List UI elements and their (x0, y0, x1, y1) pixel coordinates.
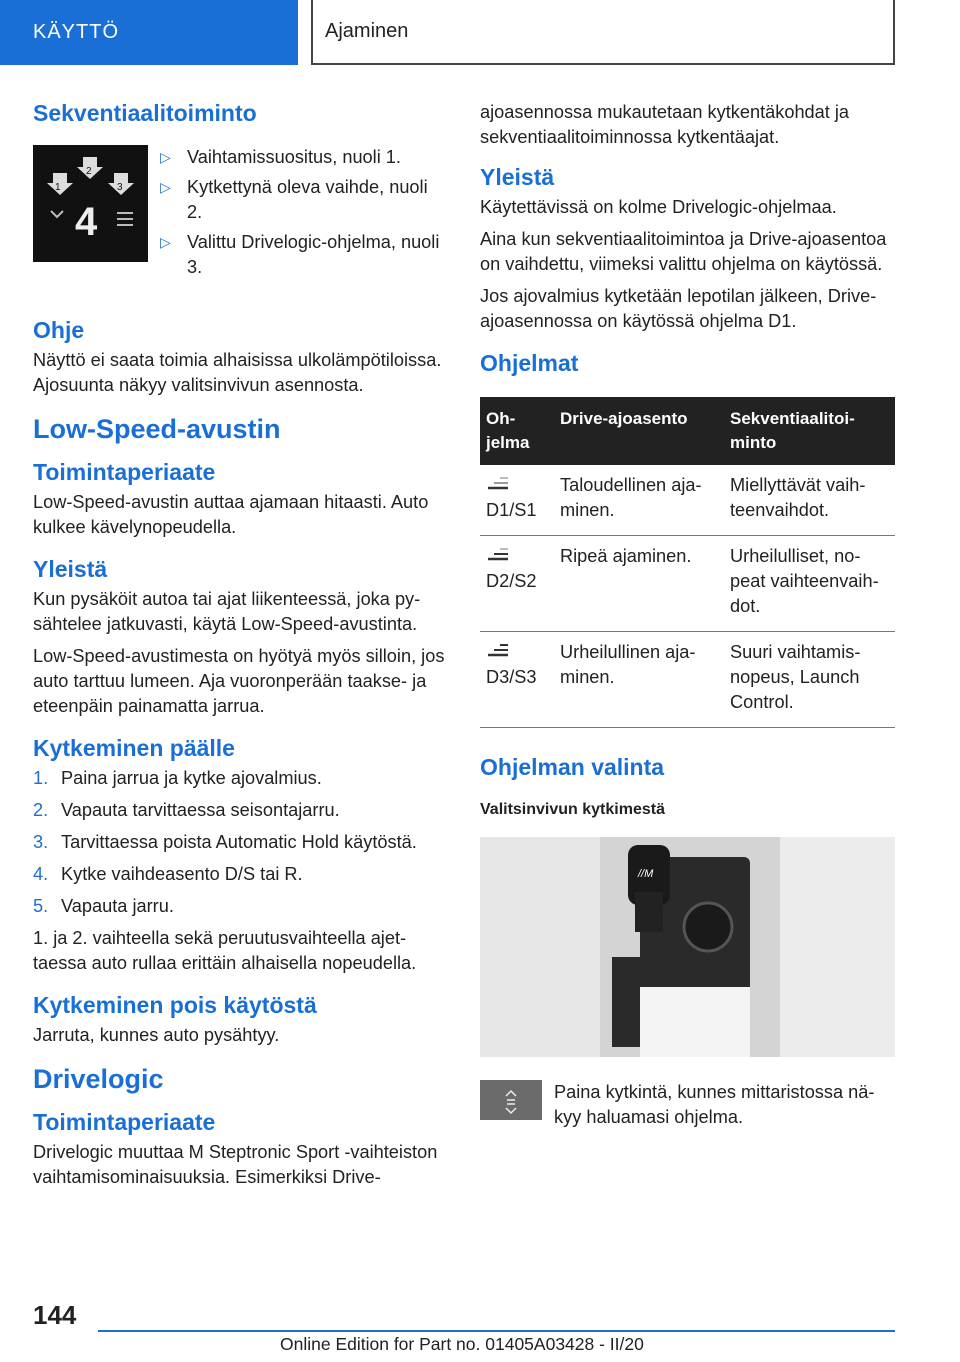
heading-toimintaperiaate: Toimintaperiaate (33, 459, 216, 485)
program-label: D3/S3 (486, 667, 537, 687)
list-item (33, 798, 448, 823)
right-column (480, 100, 895, 1130)
chapter-label: Ajaminen (325, 20, 409, 42)
steps-list (33, 766, 448, 919)
step-text: Kytke vaihdeasento D/S tai R. (61, 864, 303, 884)
ohje-text: Näyttö ei saata toimia alhaisissa ulkolämpötiloissa. Ajosuunta näkyy valitsinvivun asennosta. (33, 350, 442, 395)
drivelogic-button-icon (480, 1080, 542, 1120)
gear-selector-photo (480, 837, 895, 1057)
heading-ohje: Ohje (33, 317, 85, 343)
seq-cell: Suuri vaihtamisnopeus, Launch Control. (724, 632, 895, 728)
page-number: 144 (33, 1300, 77, 1330)
pois-text: Jarruta, kunnes auto pysähtyy. (33, 1025, 280, 1045)
list-item (160, 175, 445, 225)
svg-text:4: 4 (75, 200, 98, 244)
step-text: Vapauta tarvittaessa seisontajarru. (61, 800, 340, 820)
program-label: D2/S2 (486, 571, 537, 591)
svg-text:2: 2 (86, 166, 92, 177)
drive-cell: Urheilullinen ajaminen. (554, 632, 724, 728)
program-label: D1/S1 (486, 500, 537, 520)
triangle-bullet-icon: ▷ (160, 179, 171, 195)
drivelogic-2-icon (486, 546, 510, 562)
press-block (480, 1080, 895, 1130)
table-row (480, 632, 895, 728)
programs-table (480, 397, 895, 728)
chapter-header (311, 0, 895, 65)
toim1-text: Low-Speed-avustin auttaa ajamaan hitaasti. Auto kulkee kävelynopeudella. (33, 492, 429, 537)
list-item-text: Valittu Drivelogic-ohjelma, nuoli 3. (187, 232, 440, 277)
toim2-text: Drivelogic muuttaa M Steptronic Sport -vaihteiston vaihtamisominaisuuksia. Esimerkiksi Drive- (33, 1142, 438, 1187)
section-tab (0, 0, 298, 65)
table-header-row (480, 397, 895, 465)
drivelogic-3-icon (486, 642, 510, 658)
list-item (160, 145, 445, 170)
seq-cell: Urheilulliset, nopeat vaihteenvaihdot. (724, 536, 895, 632)
table-row (480, 465, 895, 536)
heading-yleista: Yleistä (33, 556, 108, 582)
triangle-bullet-icon: ▷ (160, 149, 171, 165)
sekv-block (33, 145, 448, 285)
table-header: Sekventiaalitoiminto (724, 397, 895, 465)
step-number: 3. (33, 832, 49, 852)
program-cell (480, 632, 554, 728)
triangle-bullet-icon: ▷ (160, 234, 171, 250)
press-text: Paina kytkintä, kunnes mittaristossa näkyy haluamasi ohjelma. (554, 1082, 875, 1127)
list-item (160, 230, 445, 280)
step-text: Tarvittaessa poista Automatic Hold käytöstä. (61, 832, 417, 852)
drivelogic-1-icon (486, 475, 510, 491)
svg-text:1: 1 (55, 182, 61, 193)
heading-valitsinvivun: Valitsinvivun kytkimestä (480, 801, 665, 818)
svg-text:3: 3 (117, 182, 123, 193)
step-number: 1. (33, 768, 49, 788)
gear-display-image (33, 145, 148, 262)
yleista-p2: Aina kun sekventiaalitoimintoa ja Drive-ajoasentoa on vaihdettu, viimeksi valittu ohjelma on käytössä. (480, 229, 887, 274)
yleista-p1: Käytettävissä on kolme Drivelogic-ohjelmaa. (480, 197, 837, 217)
heading-kytkeminen-paalle: Kytkeminen päälle (33, 735, 235, 761)
heading-ohjelman-valinta: Ohjelman valinta (480, 754, 665, 780)
program-cell (480, 536, 554, 632)
section-label: KÄYTTÖ (33, 21, 120, 43)
heading-yleista-2: Yleistä (480, 164, 555, 190)
footer-rule (98, 1330, 895, 1332)
list-item (33, 862, 448, 887)
step-text: Paina jarrua ja kytke ajovalmius. (61, 768, 322, 788)
list-item (33, 894, 448, 919)
heading-sekventiaalitoiminto: Sekventiaalitoiminto (33, 100, 257, 126)
continued-text: ajoasennossa mukautetaan kytkentäkohdat ja sekventiaalitoiminnossa kytkentäajat. (480, 102, 850, 147)
drive-cell: Taloudellinen ajaminen. (554, 465, 724, 536)
heading-kytkeminen-pois: Kytkeminen pois käytöstä (33, 992, 317, 1018)
yleista1-p1: Kun pysäköit autoa tai ajat liikenteessä, joka pysähtelee jatkuvasti, käytä Low-Speed-avustinta. (33, 589, 421, 634)
table-header: Drive-ajoasento (554, 397, 724, 465)
drive-cell: Ripeä ajaminen. (554, 536, 724, 632)
step-number: 4. (33, 864, 49, 884)
heading-drivelogic: Drivelogic (33, 1064, 164, 1094)
step-text: Vapauta jarru. (61, 896, 174, 916)
step-number: 5. (33, 896, 49, 916)
table-row (480, 536, 895, 632)
kytk-note: 1. ja 2. vaihteella sekä peruutusvaihteella ajettaessa auto rullaa erittäin alhaisella nopeudella. (33, 928, 417, 973)
program-cell (480, 465, 554, 536)
step-number: 2. (33, 800, 49, 820)
svg-text://M: //M (638, 868, 654, 880)
heading-toimintaperiaate-2: Toimintaperiaate (33, 1109, 216, 1135)
sekv-list (160, 145, 445, 285)
heading-low-speed: Low-Speed-avustin (33, 414, 281, 444)
yleista1-p2: Low-Speed-avustimesta on hyötyä myös silloin, jos auto tarttuu lumeen. Aja vuoronperään taakse- ja eteenpäin painamatta jarrua. (33, 646, 445, 716)
edition-text: Online Edition for Part no. 01405A03428 - II/20 (280, 1334, 644, 1354)
seq-cell: Miellyttävät vaihteenvaihdot. (724, 465, 895, 536)
list-item-text: Vaihtamissuositus, nuoli 1. (187, 147, 401, 167)
list-item-text: Kytkettynä oleva vaihde, nuoli 2. (187, 177, 428, 222)
yleista-p3: Jos ajovalmius kytketään lepotilan jälkeen, Drive-ajoasennossa on käytössä ohjelma D1. (480, 286, 877, 331)
table-header: Ohjelma (480, 397, 554, 465)
heading-ohjelmat: Ohjelmat (480, 350, 579, 376)
left-column (33, 100, 448, 1190)
list-item (33, 830, 448, 855)
list-item (33, 766, 448, 791)
